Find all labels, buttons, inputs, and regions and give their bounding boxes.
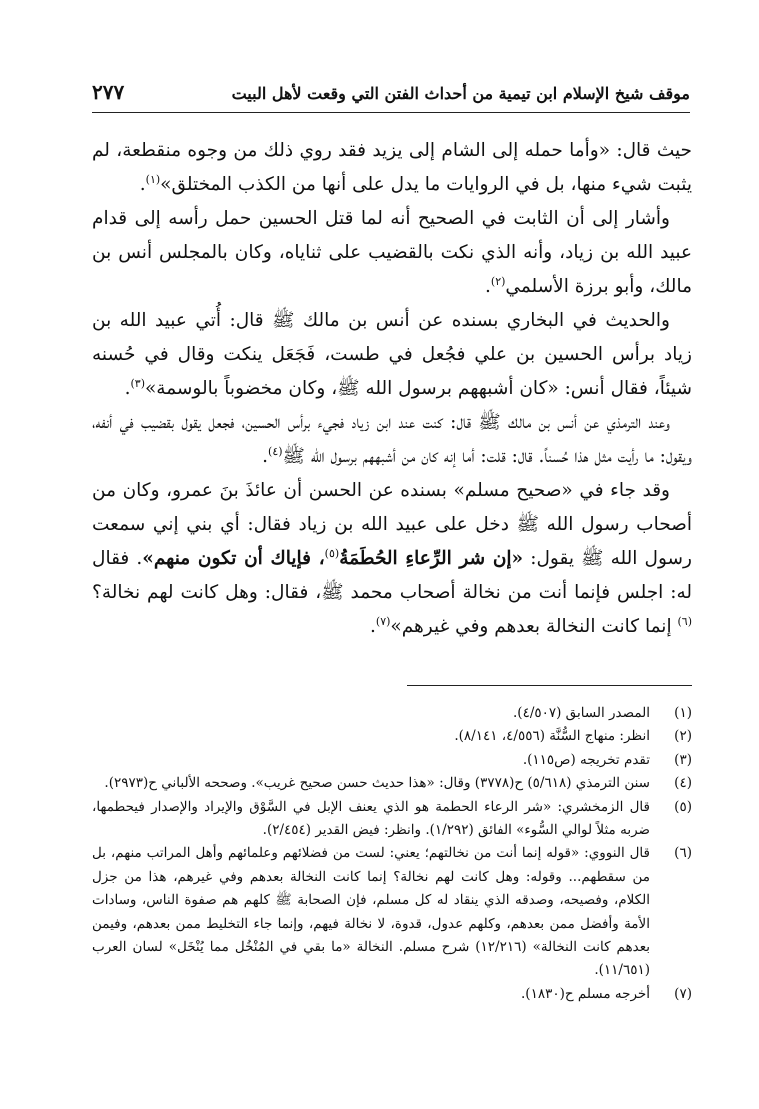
footnote-ref: (٦) bbox=[677, 614, 692, 628]
paragraph-text: والحديث في البخاري بسنده عن أنس بن مالك ﷺ قال: أُتي عبيد الله بن زياد برأس الحسين بن علي فجُعل في طست، فَجَعَل ينكت وقال في حُسنه شيئاً، فقال أنس: «كان أشبههم برسول الله ﷺ، وكان مخضوباً بالوسمة» bbox=[92, 310, 692, 399]
paragraph-text: وأشار إلى أن الثابت في الصحيح أنه لما قتل الحسين حمل رأسه إلى قدام عبيد الله بن زياد، وأنه الذي نكت بالقضيب على ثناياه، وكان بالمجلس أنس بن مالك، وأبو برزة الأسلمي bbox=[92, 208, 692, 297]
footnote-number: (٥) bbox=[674, 798, 692, 815]
footnote bbox=[92, 772, 692, 795]
footnote bbox=[92, 983, 692, 1006]
footnote-text: أخرجه مسلم ح(١٨٣٠). bbox=[521, 985, 650, 1002]
page-number: ٢٧٧ bbox=[92, 80, 125, 104]
paragraph-end: . bbox=[262, 446, 269, 467]
footnote-text: المصدر السابق (٤/٥٠٧). bbox=[513, 705, 650, 721]
footnote-number: (٣) bbox=[674, 751, 692, 768]
paragraph-text: إنما كانت النخالة بعدهم وفي غيرهم» bbox=[390, 616, 678, 637]
paragraph-text: وعند الترمذي عن أنس بن مالك ﷺ قال: كنت عند ابن زياد فجيء برأس الحسين، فجعل يقول بقضيب في أنفه، ويقول: ما رأيت مثل هذا حُسناً. قال: قلت: أما إنه كان من أشبههم برسول الله ﷺ bbox=[92, 412, 692, 467]
footnote-number: (٢) bbox=[674, 728, 692, 745]
footnote-number: (٧) bbox=[674, 985, 692, 1002]
running-header bbox=[92, 78, 690, 113]
footnote-text: قال الزمخشري: «شر الرعاء الحطمة هو الذي يعنف الإبل في السَّوْق والإيراد والإصدار فيحطمها، ضربه مثلاً لوالي السُّوء» الفائق (١/٢٩٢). وانظر: فيض القدير (٢/٤٥٤). bbox=[92, 798, 650, 839]
paragraph bbox=[92, 202, 692, 304]
hadith-quote: «إن شر الرِّعاءِ الحُطَمَةُ bbox=[339, 548, 524, 569]
footnote bbox=[92, 749, 692, 772]
hadith-quote-end: ، فإياك أن تكون منهم» bbox=[142, 548, 325, 569]
footnote-text: تقدم تخريجه (ص١١٥). bbox=[522, 751, 650, 768]
footnote-number: (٦) bbox=[674, 845, 692, 862]
footnotes bbox=[92, 702, 692, 1006]
footnote-ref: (٤) bbox=[268, 444, 283, 458]
paragraph bbox=[92, 474, 692, 644]
footnote-text: سنن الترمذي (٥/٦١٨) ح(٣٧٧٨) وقال: «هذا حديث حسن صحيح غريب». وصححه الألباني ح(٢٩٧٣). bbox=[104, 775, 650, 792]
footnote-ref: (٣) bbox=[130, 376, 145, 390]
header-title: موقف شيخ الإسلام ابن تيمية من أحداث الفتن التي وقعت لأهل البيت bbox=[231, 84, 690, 103]
footnote-ref: (٥) bbox=[324, 546, 340, 560]
footnote-ref: (١) bbox=[145, 172, 161, 186]
paragraph-end: . bbox=[124, 378, 131, 399]
paragraph-end: . bbox=[370, 616, 376, 637]
paragraph bbox=[92, 304, 692, 406]
footnote bbox=[92, 702, 692, 725]
footnote bbox=[92, 796, 692, 843]
footnote-number: (٤) bbox=[674, 775, 692, 792]
paragraph-end: . bbox=[485, 276, 491, 297]
footnote-ref: (٧) bbox=[375, 614, 391, 628]
paragraph bbox=[92, 406, 692, 474]
footnote bbox=[92, 842, 692, 982]
footnote bbox=[92, 725, 692, 748]
paragraph-text: حيث قال: «وأما حمله إلى الشام إلى يزيد فقد روي ذلك من وجوه منقطعة، لم يثبت شيء منها، بل في الروايات ما يدل على أنها من الكذب المختلق» bbox=[92, 140, 692, 195]
main-text bbox=[92, 134, 692, 644]
paragraph-end: . bbox=[139, 174, 146, 195]
footnote-separator bbox=[407, 685, 692, 686]
paragraph-text: وقد جاء في «صحيح مسلم» بسنده عن الحسن أن عائذَ بنَ عمرو، وكان من أصحاب رسول الله ﷺ دخل على عبيد الله بن زياد فقال: أي بني إني سمعت رسول الله ﷺ يقول: bbox=[92, 480, 692, 569]
footnote-number: (١) bbox=[674, 705, 692, 721]
footnote-text: قال النووي: «قوله إنما أنت من نخالتهم؛ يعني: لست من فضلائهم وعلمائهم وأهل المراتب منهم، بل من سقطهم... وقوله: وهل كانت لهم نخالة؟ إنما كانت النخالة بعدهم وفي غيرهم، هذا من جزل الكلام، وفصيحه، وصدقه الذي ينقاد له كل مسلم، فإن الصحابة ﷺ كلهم هم صفوة الناس، وسادات الأمة وأفضل ممن بعدهم، وكلهم عدول، قدوة، لا نخالة فيهم، وإنما جاء التخليط ممن بعدهم، وفيمن بعدهم كانت النخالة» (١٢/٢١٦) شرح مسلم. النخالة «ما بقي في المُنْخُل مما يُنْخَل» لسان العرب (١١/٦٥١). bbox=[92, 845, 650, 979]
paragraph-text: . فقال له: اجلس فإنما أنت من نخالة أصحاب محمد ﷺ، فقال: وهل كانت لهم نخالة؟ bbox=[92, 548, 692, 603]
paragraph bbox=[92, 134, 692, 202]
footnote-ref: (٢) bbox=[490, 274, 506, 288]
footnote-text: انظر: منهاج السُّنَّة (٤/٥٥٦، ٨/١٤١). bbox=[454, 728, 650, 745]
